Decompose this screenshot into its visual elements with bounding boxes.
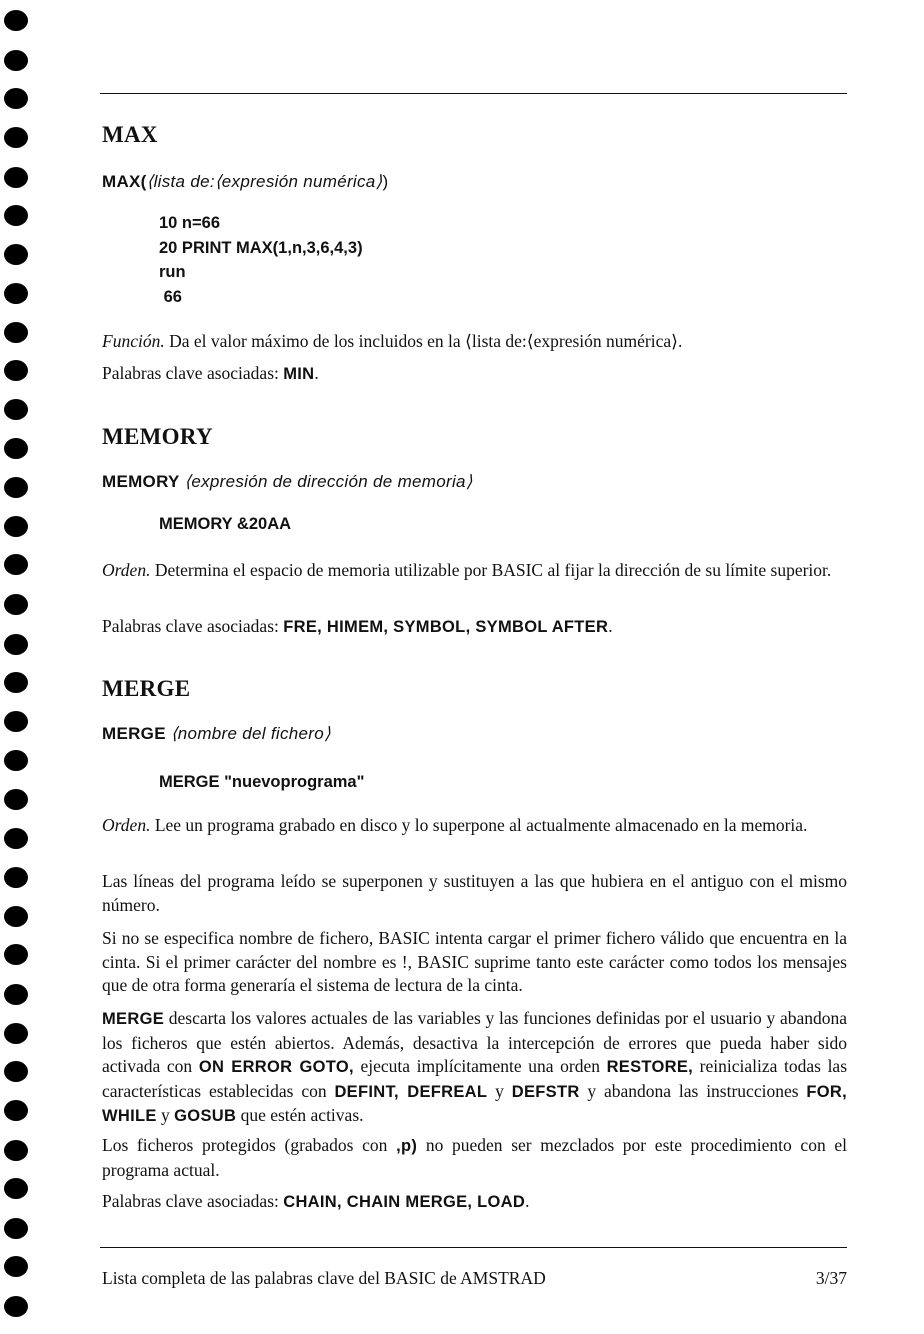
binder-hole — [4, 438, 28, 459]
binder-hole — [4, 477, 28, 498]
binder-hole — [4, 750, 28, 771]
binder-hole — [4, 1178, 28, 1199]
merge-paragraph-4: MERGE descarta los valores actuales de las variables y las funciones definidas por el usuario y abandona los ficheros que estén abiertos. Además, desactiva la intercepción de errores que pueda haber sido activada con ON ERROR GOTO, ejecuta implícitamente una orden RESTORE, reinicializa todas las características establecidas con DEFINT, DEFREAL y DEFSTR y abandona las instrucciones FOR, WHILE y GOSUB que estén activas. — [102, 1008, 848, 1125]
binder-hole — [4, 984, 28, 1005]
binder-hole — [4, 1256, 28, 1277]
binder-hole — [4, 1296, 28, 1317]
binder-hole — [4, 10, 28, 31]
binder-hole — [4, 554, 28, 575]
memory-description: Orden. Determina el espacio de memoria utilizable por BASIC al fijar la dirección de su límite superior. — [102, 560, 832, 580]
merge-paragraph-2: Las líneas del programa leído se superponen y sustituyen a las que hubiera en el antiguo con el mismo número. — [102, 871, 847, 915]
binder-hole — [4, 1218, 28, 1239]
binder-hole — [4, 50, 28, 71]
binder-hole — [4, 672, 28, 693]
code-line: 10 n=66 — [159, 214, 221, 232]
binder-hole — [4, 1023, 28, 1044]
top-rule — [100, 93, 847, 94]
binder-hole — [4, 944, 28, 965]
memory-code-example — [102, 512, 904, 537]
footer-title: Lista completa de las palabras clave del BASIC de AMSTRAD — [102, 1268, 546, 1288]
max-related: Palabras clave asociadas: MIN. — [102, 363, 319, 383]
code-line: run — [159, 263, 186, 281]
binder-hole — [4, 828, 28, 849]
binder-hole — [4, 322, 28, 343]
merge-syntax: MERGE ⟨nombre del fichero⟩ — [102, 724, 331, 743]
max-code-example — [102, 211, 904, 309]
merge-description: Orden. Lee un programa grabado en disco y lo superpone al actualmente almacenado en la memoria. — [102, 815, 808, 835]
bottom-rule — [100, 1247, 847, 1248]
max-description: Función. Da el valor máximo de los incluidos en la ⟨lista de:⟨expresión numérica⟩. — [102, 331, 683, 351]
binder-hole — [4, 360, 28, 381]
code-line: 20 PRINT MAX(1,n,3,6,4,3) — [159, 238, 363, 257]
binder-hole — [4, 1140, 28, 1161]
page-number: 3/37 — [815, 1268, 847, 1288]
page-footer — [102, 1268, 847, 1289]
memory-syntax: MEMORY ⟨expresión de dirección de memoria⟩ — [102, 472, 473, 491]
merge-paragraph-5: Los ficheros protegidos (grabados con ,p) no pueden ser mezclados por este procedimiento con el programa actual. — [102, 1135, 847, 1180]
binder-hole — [4, 906, 28, 927]
code-line: MERGE "nuevoprograma" — [159, 773, 365, 791]
max-syntax: MAX(⟨lista de:⟨expresión numérica⟩) — [102, 172, 389, 191]
binder-hole — [4, 594, 28, 615]
binder-hole — [4, 867, 28, 888]
binder-hole — [4, 1100, 28, 1121]
binder-hole — [4, 789, 28, 810]
binder-hole — [4, 244, 28, 265]
binder-hole — [4, 634, 28, 655]
binder-hole — [4, 167, 28, 188]
max-heading: MAX — [102, 122, 158, 147]
binder-hole — [4, 1061, 28, 1082]
merge-paragraph-3: Si no se especifica nombre de fichero, BASIC intenta cargar el primer fichero válido que encuentra en la cinta. Si el primer carácter del nombre es !, BASIC suprime tanto este carácter como todos los mensajes que de otra forma generaría el sistema de lectura de la cinta. — [102, 928, 847, 995]
binder-hole — [4, 516, 28, 537]
binder-hole — [4, 205, 28, 226]
code-line: MEMORY &20AA — [159, 515, 292, 533]
binder-hole — [4, 399, 28, 420]
merge-related: Palabras clave asociadas: CHAIN, CHAIN MERGE, LOAD. — [102, 1191, 530, 1211]
binder-hole — [4, 711, 28, 732]
merge-heading: MERGE — [102, 676, 191, 701]
binder-hole — [4, 127, 28, 148]
memory-heading: MEMORY — [102, 424, 213, 449]
binder-hole — [4, 88, 28, 109]
binder-holes — [0, 0, 40, 1334]
merge-code-example — [102, 770, 904, 795]
memory-related: Palabras clave asociadas: FRE, HIMEM, SYMBOL, SYMBOL AFTER. — [102, 616, 613, 636]
code-line: 66 — [159, 287, 182, 306]
binder-hole — [4, 283, 28, 304]
